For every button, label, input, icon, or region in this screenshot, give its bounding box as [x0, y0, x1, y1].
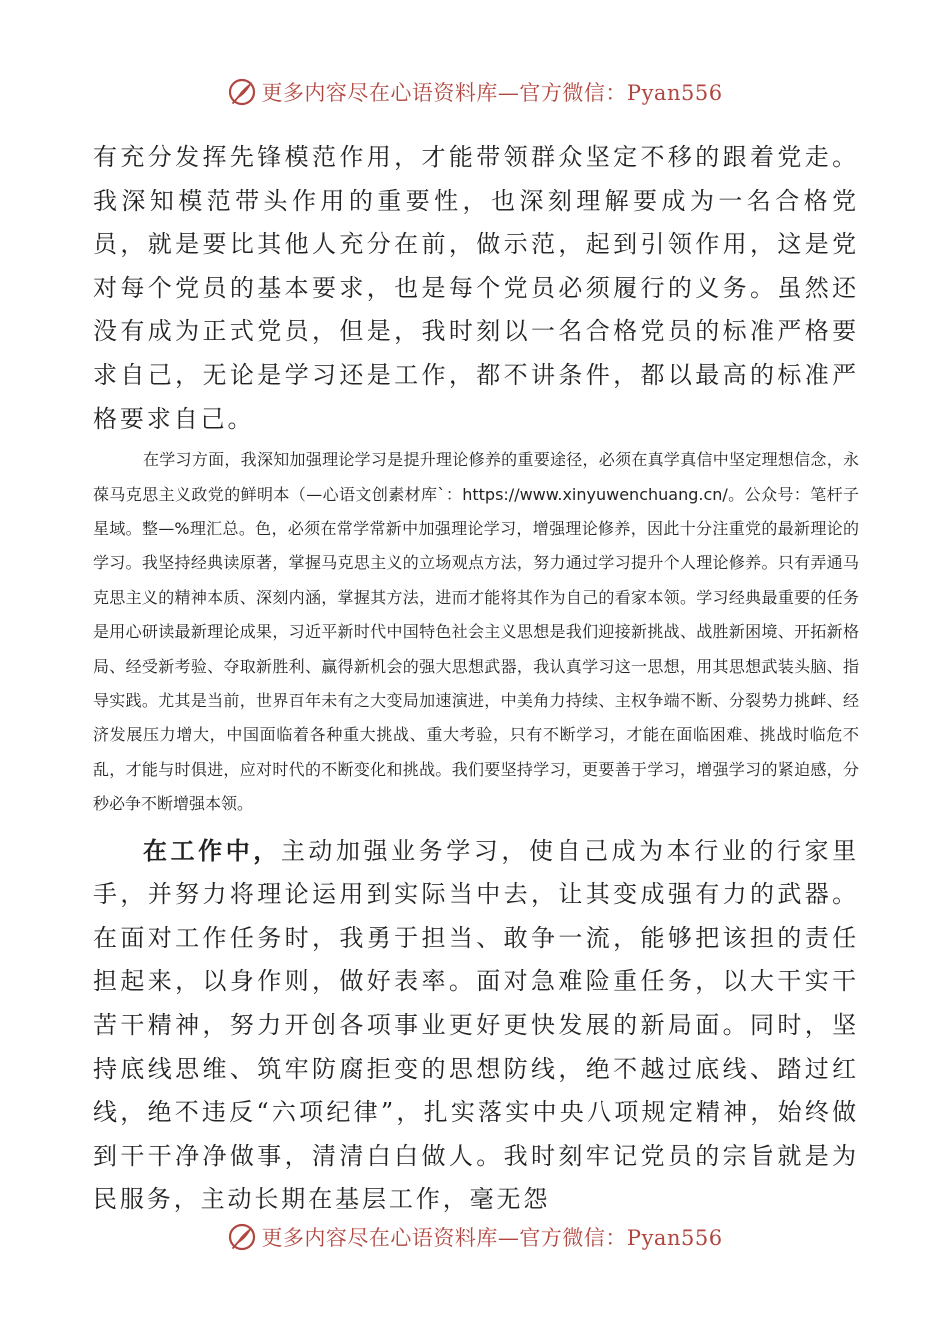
paragraph-study: 在学习方面，我深知加强理论学习是提升理论修养的重要途径，必须在真学真信中坚定理想信念，永葆马克思主义政党的鲜明本（—心语文创素材库`：https://www.xinyuwenchuang.cn/。公众号：笔杆子星域。整—%理汇总。色，必须在常学常新中加强理论学习，增强理论修养，因此十分注重党的最新理论的学习。我坚持经典读原著，掌握马克思主义的立场观点方法，努力通过学习提升个人理论修养。只有弄通马克思主义的精神本质、深刻内涵，掌握其方法，进而才能将其作为自己的看家本领。学习经典最重要的任务是用心研读最新理论成果，习近平新时代中国特色社会主义思想是我们迎接新挑战、战胜新困境、开拓新格局、经受新考验、夺取新胜利、赢得新机会的强大思想武器，我认真学习这一思想，用其思想武装头脑、指导实践。尤其是当前，世界百年未有之大变局加速演进，中美角力持续、主权争端不断、分裂势力挑衅、经济发展压力增大，中国面临着各种重大挑战、重大考验，只有不断学习，才能在面临困难、挑战时临危不乱，才能与时俱进，应对时代的不断变化和挑战。我们要坚持学习，更要善于学习，增强学习的紧迫感，分秒必争不断增强本领。 [93, 450, 859, 814]
quill-logo-icon [227, 1222, 257, 1252]
paragraph-role-model: 有充分发挥先锋模范作用，才能带领群众坚定不移的跟着党走。我深知模范带头作用的重要性，也深刻理解要成为一名合格党员，就是要比其他人充分在前，做示范，起到引领作用，这是党对每个党员的基本要求，也是每个党员必须履行的义务。虽然还没有成为正式党员，但是，我时刻以一名合格党员的标准严格要求自己，无论是学习还是工作，都不讲条件，都以最高的标准严格要求自己。 [93, 143, 859, 433]
paragraph-work-lead: 在工作中， [143, 836, 281, 865]
header-banner-text: 更多内容尽在心语资料库—官方微信：Pyan556 [261, 81, 723, 105]
paragraph-work [93, 830, 859, 1222]
header-banner [0, 70, 950, 114]
footer-banner [0, 1215, 950, 1259]
paragraph-work-text: 主动加强业务学习，使自己成为本行业的行家里手，并努力将理论运用到实际当中去，让其变成强有力的武器。在面对工作任务时，我勇于担当、敢争一流，能够把该担的责任担起来，以身作则，做好表率。面对急难险重任务，以大干实干苦干精神，努力开创各项事业更好更快发展的新局面。同时，坚持底线思维、筑牢防腐拒变的思想防线，绝不越过底线、踏过红线，绝不违反“六项纪律”，扎实落实中央八项规定精神，始终做到干干净净做事，清清白白做人。我时刻牢记党员的宗旨就是为民服务，主动长期在基层工作，毫无怨 [93, 836, 860, 1214]
document-body [93, 136, 859, 1222]
footer-banner-text: 更多内容尽在心语资料库—官方微信：Pyan556 [261, 1226, 723, 1250]
quill-logo-icon [227, 77, 257, 107]
